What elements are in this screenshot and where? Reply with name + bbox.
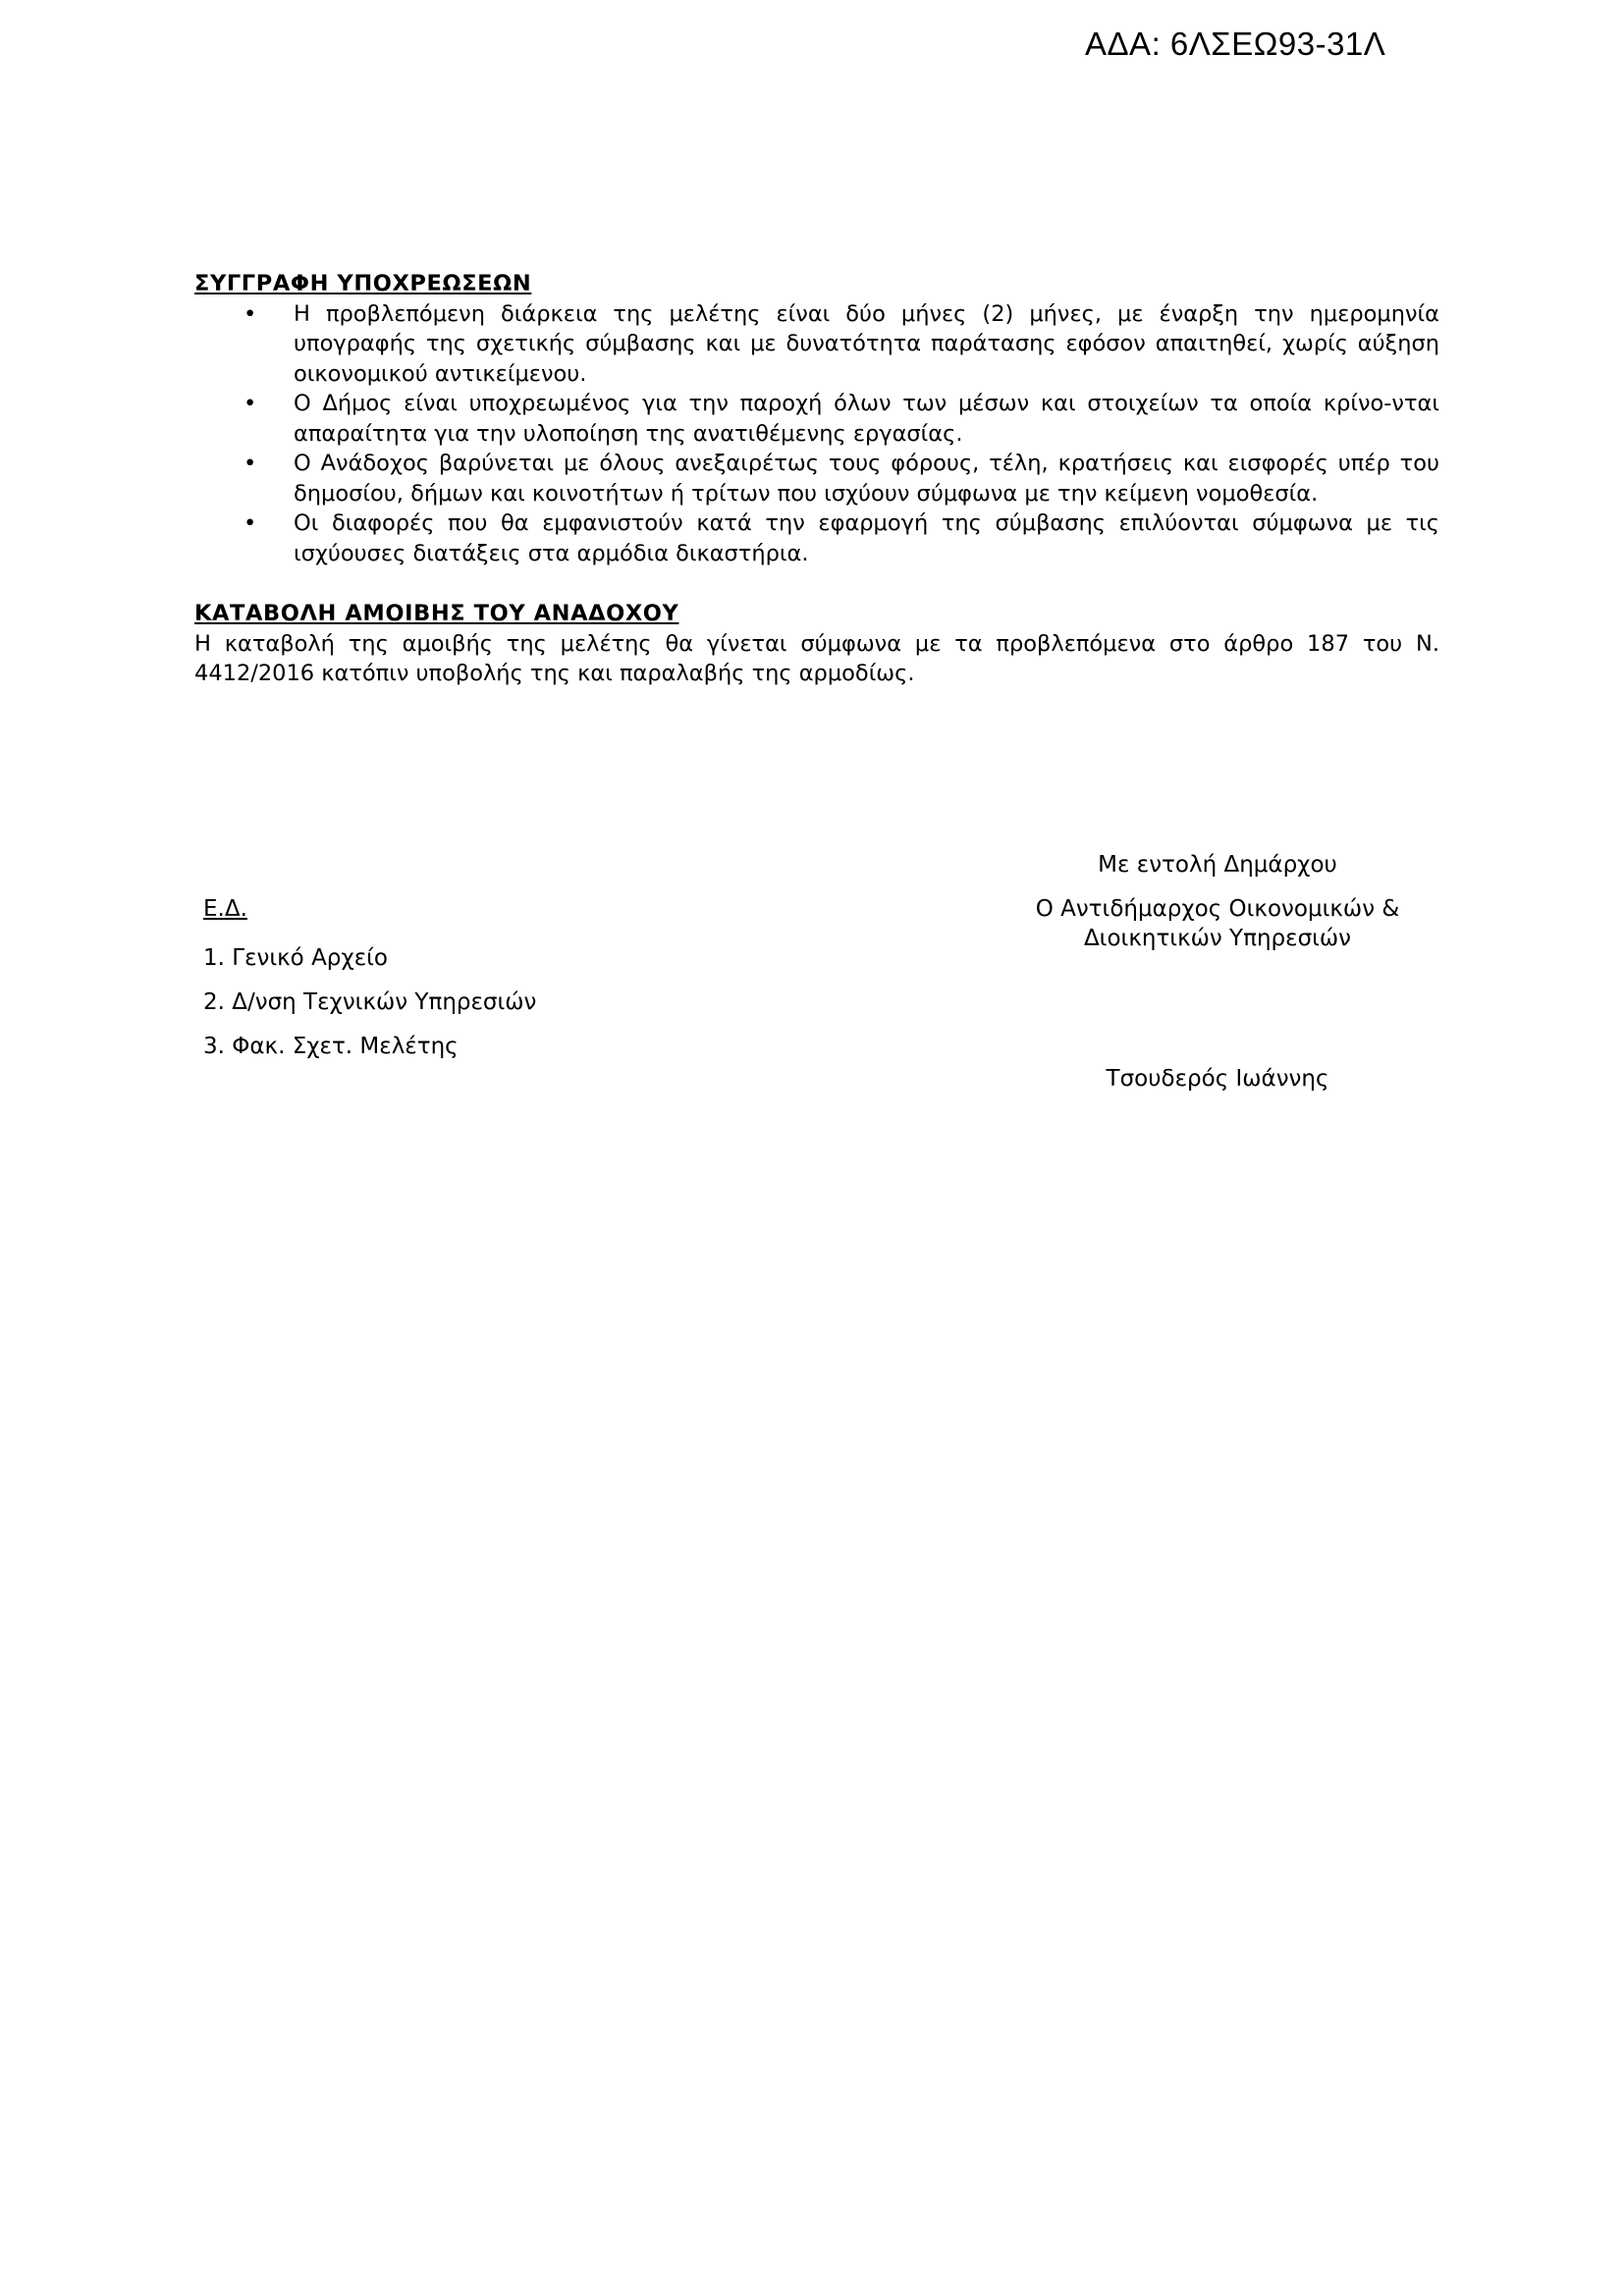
bullet-icon: • xyxy=(244,391,257,416)
distribution-item: 1. Γενικό Αρχείο xyxy=(203,945,388,971)
obligation-item xyxy=(194,508,1439,568)
obligation-text: Ο Δήμος είναι υποχρεωμένος για την παροχή όλων των μέσων και στοιχείων τα οποία κρίνο-νται απαραίτητα για την υλοποίηση της ανατιθέμενης εργασίας. xyxy=(294,391,1439,447)
bullet-icon: • xyxy=(244,451,257,476)
bullet-icon: • xyxy=(244,510,257,536)
signature-order: Με εντολή Δημάρχου xyxy=(1098,852,1337,878)
signature-title-line1: Ο Αντιδήμαρχος Οικονομικών & xyxy=(1035,896,1400,922)
bullet-icon: • xyxy=(244,300,257,327)
ada-code: ΑΔΑ: 6ΛΣΕΩ93-31Λ xyxy=(1085,26,1386,62)
signature-title-line2: Διοικητικών Υπηρεσιών xyxy=(1083,926,1352,951)
distribution-label: Ε.Δ. xyxy=(203,896,247,922)
signature-name: Τσουδερός Ιωάννης xyxy=(1106,1066,1329,1092)
distribution-item: 2. Δ/νση Τεχνικών Υπηρεσιών xyxy=(203,989,537,1015)
obligation-text: Οι διαφορές που θα εμφανιστούν κατά την εφαρμογή της σύμβασης επιλύονται σύμφωνα με τις ισχύουσες διατάξεις στα αρμόδια δικαστήρια. xyxy=(294,510,1439,566)
payment-heading: ΚΑΤΑΒΟΛΗ ΑΜΟΙΒΗΣ ΤΟΥ ΑΝΑΔΟΧΟΥ xyxy=(194,601,679,626)
obligations-heading: ΣΥΓΓΡΑΦΗ ΥΠΟΧΡΕΩΣΕΩΝ xyxy=(194,271,532,296)
obligations-section xyxy=(194,269,1439,568)
obligation-text: Ο Ανάδοχος βαρύνεται με όλους ανεξαιρέτως τους φόρους, τέλη, κρατήσεις και εισφορές υπέρ του δημοσίου, δήμων και κοινοτήτων ή τρίτων που ισχύουν σύμφωνα με την κείμενη νομοθεσία. xyxy=(294,451,1439,507)
obligation-item xyxy=(194,299,1439,390)
distribution-item: 3. Φακ. Σχετ. Μελέτης xyxy=(203,1034,459,1059)
obligations-list xyxy=(194,299,1439,569)
payment-text: Η καταβολή της αμοιβής της μελέτης θα γίνεται σύμφωνα με τα προβλεπόμενα στο άρθρο 187 του Ν. 4412/2016 κατόπιν υποβολής της και παραλαβής της αρμοδίως. xyxy=(194,630,1439,686)
distribution-list xyxy=(203,943,536,1061)
document-body xyxy=(194,269,1439,689)
signature-title xyxy=(982,894,1453,953)
payment-section xyxy=(194,599,1439,689)
obligation-item xyxy=(194,449,1439,508)
obligation-item xyxy=(194,389,1439,449)
distribution-block xyxy=(203,894,536,1076)
obligation-text: Η προβλεπόμενη διάρκεια της μελέτης είναι δύο μήνες (2) μήνες, με έναρξη την ημερομηνία υπογραφής της σχετικής σύμβασης και με δυνατότητα παράτασης εφόσον απαιτηθεί, χωρίς αύξηση οικονομικού αντικείμενου. xyxy=(294,300,1439,387)
